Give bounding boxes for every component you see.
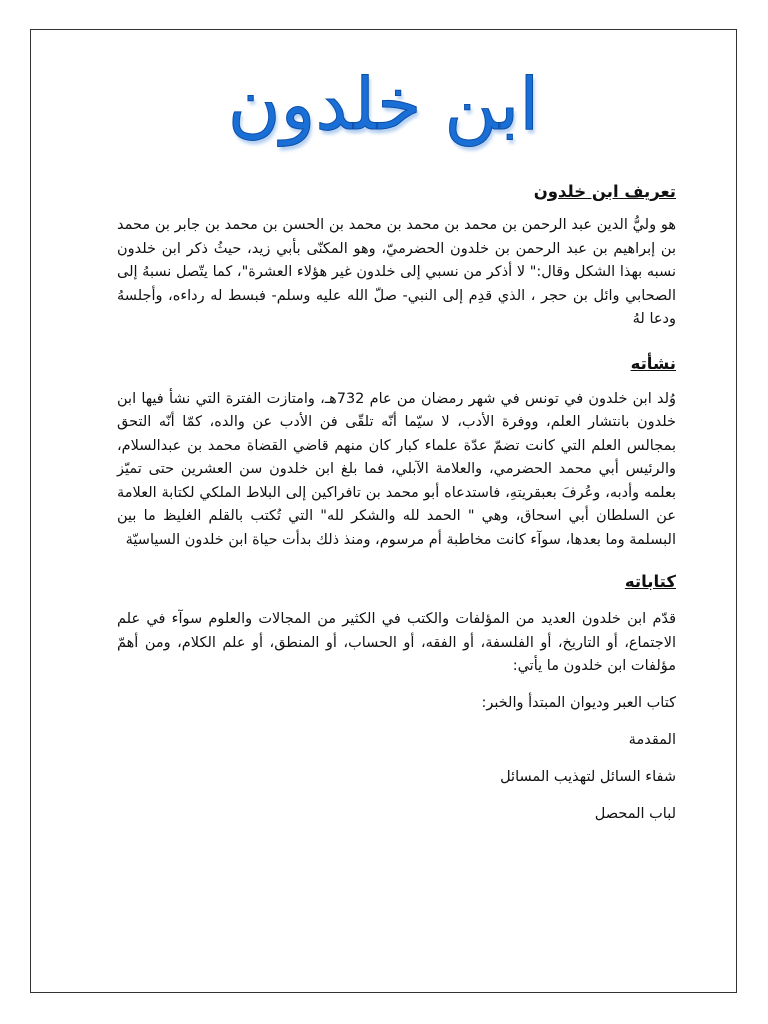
section-paragraph-definition: هو وليُّ الدين عبد الرحمن بن محمد بن محمد بن محمد بن الحسن بن محمد بن جابر بن محمد بن إبراهيم بن عبد الرحمن بن خلدون الحضرميّ، وهو المكنّى بأبي زيد، حيثُ ذكر ابن خلدون نسبه بهذا الشكل وقال:" لا أذكر من نسبي إلى خلدون غير هؤلاء العشرة"، كما يتّصل نسبهُ إلى الصحابي وائل بن حجر ، الذي قدِم إلى النبي- صلّ الله عليه وسلم- فبسط له رداءه، وأجلسهُ ودعا لهُ: [117, 217, 676, 327]
document-page: [30, 29, 737, 993]
section-upbringing: [117, 352, 676, 553]
book-item: شفاء السائل لتهذيب المسائل: [500, 768, 676, 785]
title-wordart: ابن خلدون: [227, 62, 540, 146]
section-writings: [117, 570, 676, 826]
section-heading-writings: كتاباته: [624, 572, 676, 591]
section-heading-definition: تعريف ابن خلدون: [533, 182, 676, 201]
section-paragraph-upbringing: وُلد ابن خلدون في تونس في شهر رمضان من عام 732هـ، وامتازت الفترة التي نشأ فيها ابن خلدون بانتشار العلم، ووفرة الأدب، لا سيّما أنّه تلقّى فن الأدب عن والده، كمّا أنّه التحق بمجالس العلم التي كانت تضمّ عدّة علماء كبار كان منهم قاضي القضاة محمد بن عبدالسلام، والرئيس أبي محمد الحضرمي، والعلامة الآبلي، فما بلغ ابن خلدون سن العشرين حتى تميّز بعلمه وأدبه، وعُرفَ بعبقريتهِ، فاستدعاه أبو محمد بن تافراكين إلى البلاط الملكي لكتابة العلامة عن السلطان أبي اسحاق، وهي " الحمد لله والشكر لله" التي تُكتب بالقلم الغليظ ما بين البسلمة وما بعدها، سوآء كانت مخاطبة أم مرسوم، ومنذ ذلك بدأت حياة ابن خلدون السياسيّة: [117, 390, 676, 548]
section-heading-upbringing: نشأته: [630, 353, 676, 373]
section-paragraph-writings: قدّم ابن خلدون العديد من المؤلفات والكتب في الكثير من المجالات والعلوم سوآء في علم الاجتماع، أو التاريخ، أو الفلسفة، أو الفقه، أو الحساب، أو المنطق، أو علم الكلام، ومن أهمّ مؤلفات ابن خلدون ما يأتي:: [117, 611, 676, 674]
book-item: كتاب العبر وديوان المبتدأ والخبر:: [481, 694, 676, 711]
document-body: [117, 180, 676, 826]
document-title: [31, 54, 736, 154]
book-item: المقدمة: [628, 731, 676, 748]
book-item: لباب المحصل: [594, 805, 676, 822]
section-definition: [117, 180, 676, 332]
